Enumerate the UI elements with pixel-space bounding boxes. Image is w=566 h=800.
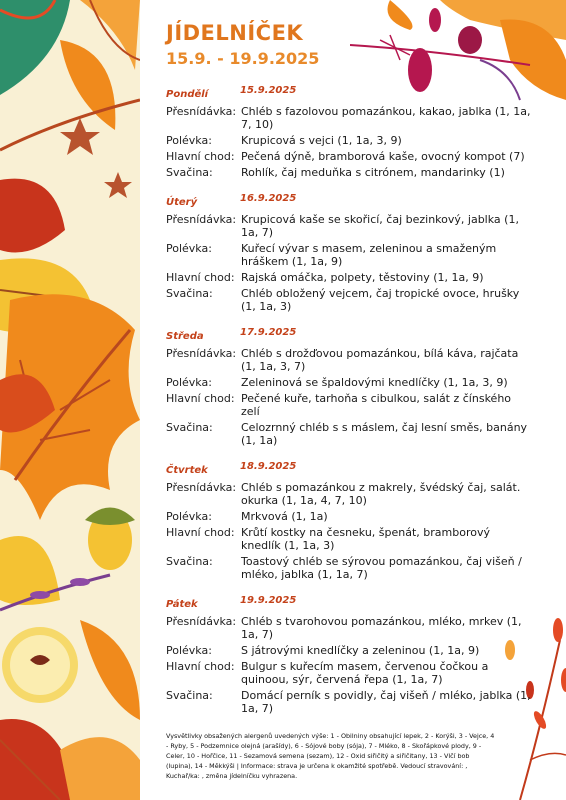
meal-row: [166, 287, 531, 313]
meal-row: [166, 421, 531, 447]
autumn-leaves-decoration-left: [0, 0, 140, 800]
meal-label: Přesnídávka:: [166, 481, 237, 494]
day-name: Čtvrtek: [166, 465, 208, 476]
meal-label: Polévka:: [166, 644, 212, 657]
meal-text: Pečená dýně, bramborová kaše, ovocný kompot (7): [241, 150, 525, 163]
meal-row: [166, 392, 531, 418]
meal-label: Přesnídávka:: [166, 105, 237, 118]
meal-text: Bulgur s kuřecím masem, červenou čočkou a quinoou, sýr, červená řepa (1, 1a, 7): [241, 660, 489, 686]
meal-row: [166, 555, 531, 581]
day-date: 15.9.2025: [240, 85, 297, 96]
day-date: 17.9.2025: [240, 327, 297, 338]
meal-row: [166, 689, 531, 715]
meal-label: Svačina:: [166, 166, 213, 179]
day-block: [166, 460, 531, 581]
meal-label: Polévka:: [166, 134, 212, 147]
meal-text: Chléb s pomazánkou z makrely, švédský čaj, salát. okurka (1, 1a, 4, 7, 10): [241, 481, 521, 507]
meal-text: Toastový chléb se sýrovou pomazánkou, čaj višeň / mléko, jablka (1, 1a, 7): [241, 555, 522, 581]
day-heading: [166, 326, 531, 344]
meal-text: Chléb s drožďovou pomazánkou, bílá káva, rajčata (1, 1a, 3, 7): [241, 347, 519, 373]
day-date: 19.9.2025: [240, 595, 297, 606]
menu-header: [166, 20, 319, 70]
meal-label: Svačina:: [166, 421, 213, 434]
meal-text: Krupicová kaše se skořicí, čaj bezinkový, jablka (1, 1a, 7): [241, 213, 519, 239]
meal-label: Hlavní chod:: [166, 271, 235, 284]
meal-label: Přesnídávka:: [166, 213, 237, 226]
meal-text: Kuřecí vývar s masem, zeleninou a smaženým hráškem (1, 1a, 9): [241, 242, 497, 268]
day-name: Pátek: [166, 599, 198, 610]
meal-label: Polévka:: [166, 376, 212, 389]
meal-label: Hlavní chod:: [166, 392, 235, 405]
day-block: [166, 84, 531, 179]
meal-label: Svačina:: [166, 287, 213, 300]
meal-row: [166, 347, 531, 373]
day-heading: [166, 84, 531, 102]
meal-label: Hlavní chod:: [166, 526, 235, 539]
meal-row: [166, 644, 531, 657]
meal-row: [166, 660, 531, 686]
meal-row: [166, 242, 531, 268]
day-name: Středa: [166, 331, 204, 342]
meal-row: [166, 510, 531, 523]
meal-row: [166, 213, 531, 239]
day-heading: [166, 594, 531, 612]
page-title: JÍDELNÍČEK: [166, 21, 304, 45]
meal-row: [166, 526, 531, 552]
day-name: Pondělí: [166, 89, 209, 100]
meal-text: Mrkvová (1, 1a): [241, 510, 328, 523]
meal-row: [166, 376, 531, 389]
meal-text: Chléb obložený vejcem, čaj tropické ovoce, hrušky (1, 1a, 3): [241, 287, 520, 313]
meal-label: Polévka:: [166, 242, 212, 255]
meal-text: Krůtí kostky na česneku, špenát, bramborový knedlík (1, 1a, 3): [241, 526, 491, 552]
meal-label: Polévka:: [166, 510, 212, 523]
day-block: [166, 594, 531, 715]
day-heading: [166, 192, 531, 210]
week-range: 15.9. - 19.9.2025: [166, 49, 320, 68]
meal-text: Rohlík, čaj meduňka s citrónem, mandarinky (1): [241, 166, 505, 179]
meal-text: S játrovými knedlíčky a zeleninou (1, 1a, 9): [241, 644, 480, 657]
meal-label: Svačina:: [166, 689, 213, 702]
day-name: Úterý: [166, 197, 198, 208]
meal-row: [166, 481, 531, 507]
meal-text: Celozrnný chléb s s máslem, čaj lesní směs, banány (1, 1a): [241, 421, 528, 447]
meal-row: [166, 615, 531, 641]
meal-row: [166, 134, 531, 147]
meal-row: [166, 105, 531, 131]
meal-label: Přesnídávka:: [166, 615, 237, 628]
meal-text: Zeleninová se špaldovými knedlíčky (1, 1a, 3, 9): [241, 376, 508, 389]
meal-text: Domácí perník s povidly, čaj višeň / mléko, jablka (1, 1a, 7): [241, 689, 531, 715]
meal-row: [166, 150, 531, 163]
day-heading: [166, 460, 531, 478]
meal-text: Rajská omáčka, polpety, těstoviny (1, 1a, 9): [241, 271, 484, 284]
day-date: 16.9.2025: [240, 193, 297, 204]
meal-text: Krupicová s vejci (1, 1a, 3, 9): [241, 134, 402, 147]
meal-row: [166, 166, 531, 179]
meal-label: Hlavní chod:: [166, 660, 235, 673]
meal-text: Pečené kuře, tarhoňa s cibulkou, salát z čínského zelí: [241, 392, 512, 418]
day-block: [166, 326, 531, 447]
weekly-menu: [166, 84, 531, 728]
day-date: 18.9.2025: [240, 461, 297, 472]
meal-label: Hlavní chod:: [166, 150, 235, 163]
meal-row: [166, 271, 531, 284]
allergen-footnote: Vysvětlivky obsažených alergenů uvedených výše: 1 - Obilniny obsahující lepek, 2 - Korýši, 3 - Vejce, 4 - Ryby, 5 - Podzemnice olejná (arašídy), 6 - Sójové boby (sója), 7 - Mléko, 8 - Skořápkové plody, 9 - Celer, 10 - Hořčice, 11 - Sezamová semena (sezam), 12 - Oxid siřičitý a siřičitany, 13 - Vlčí bob (lupina), 14 - Měkkýši | Informace: strava je určena k okamžité spotřebě. Vedoucí stravování: , Kuchař/ka: , změna jídelníčku vyhrazena.: [166, 732, 495, 780]
meal-text: Chléb s tvarohovou pomazánkou, mléko, mrkev (1, 1a, 7): [241, 615, 522, 641]
day-block: [166, 192, 531, 313]
meal-text: Chléb s fazolovou pomazánkou, kakao, jablka (1, 1a, 7, 10): [241, 105, 531, 131]
meal-label: Přesnídávka:: [166, 347, 237, 360]
meal-label: Svačina:: [166, 555, 213, 568]
